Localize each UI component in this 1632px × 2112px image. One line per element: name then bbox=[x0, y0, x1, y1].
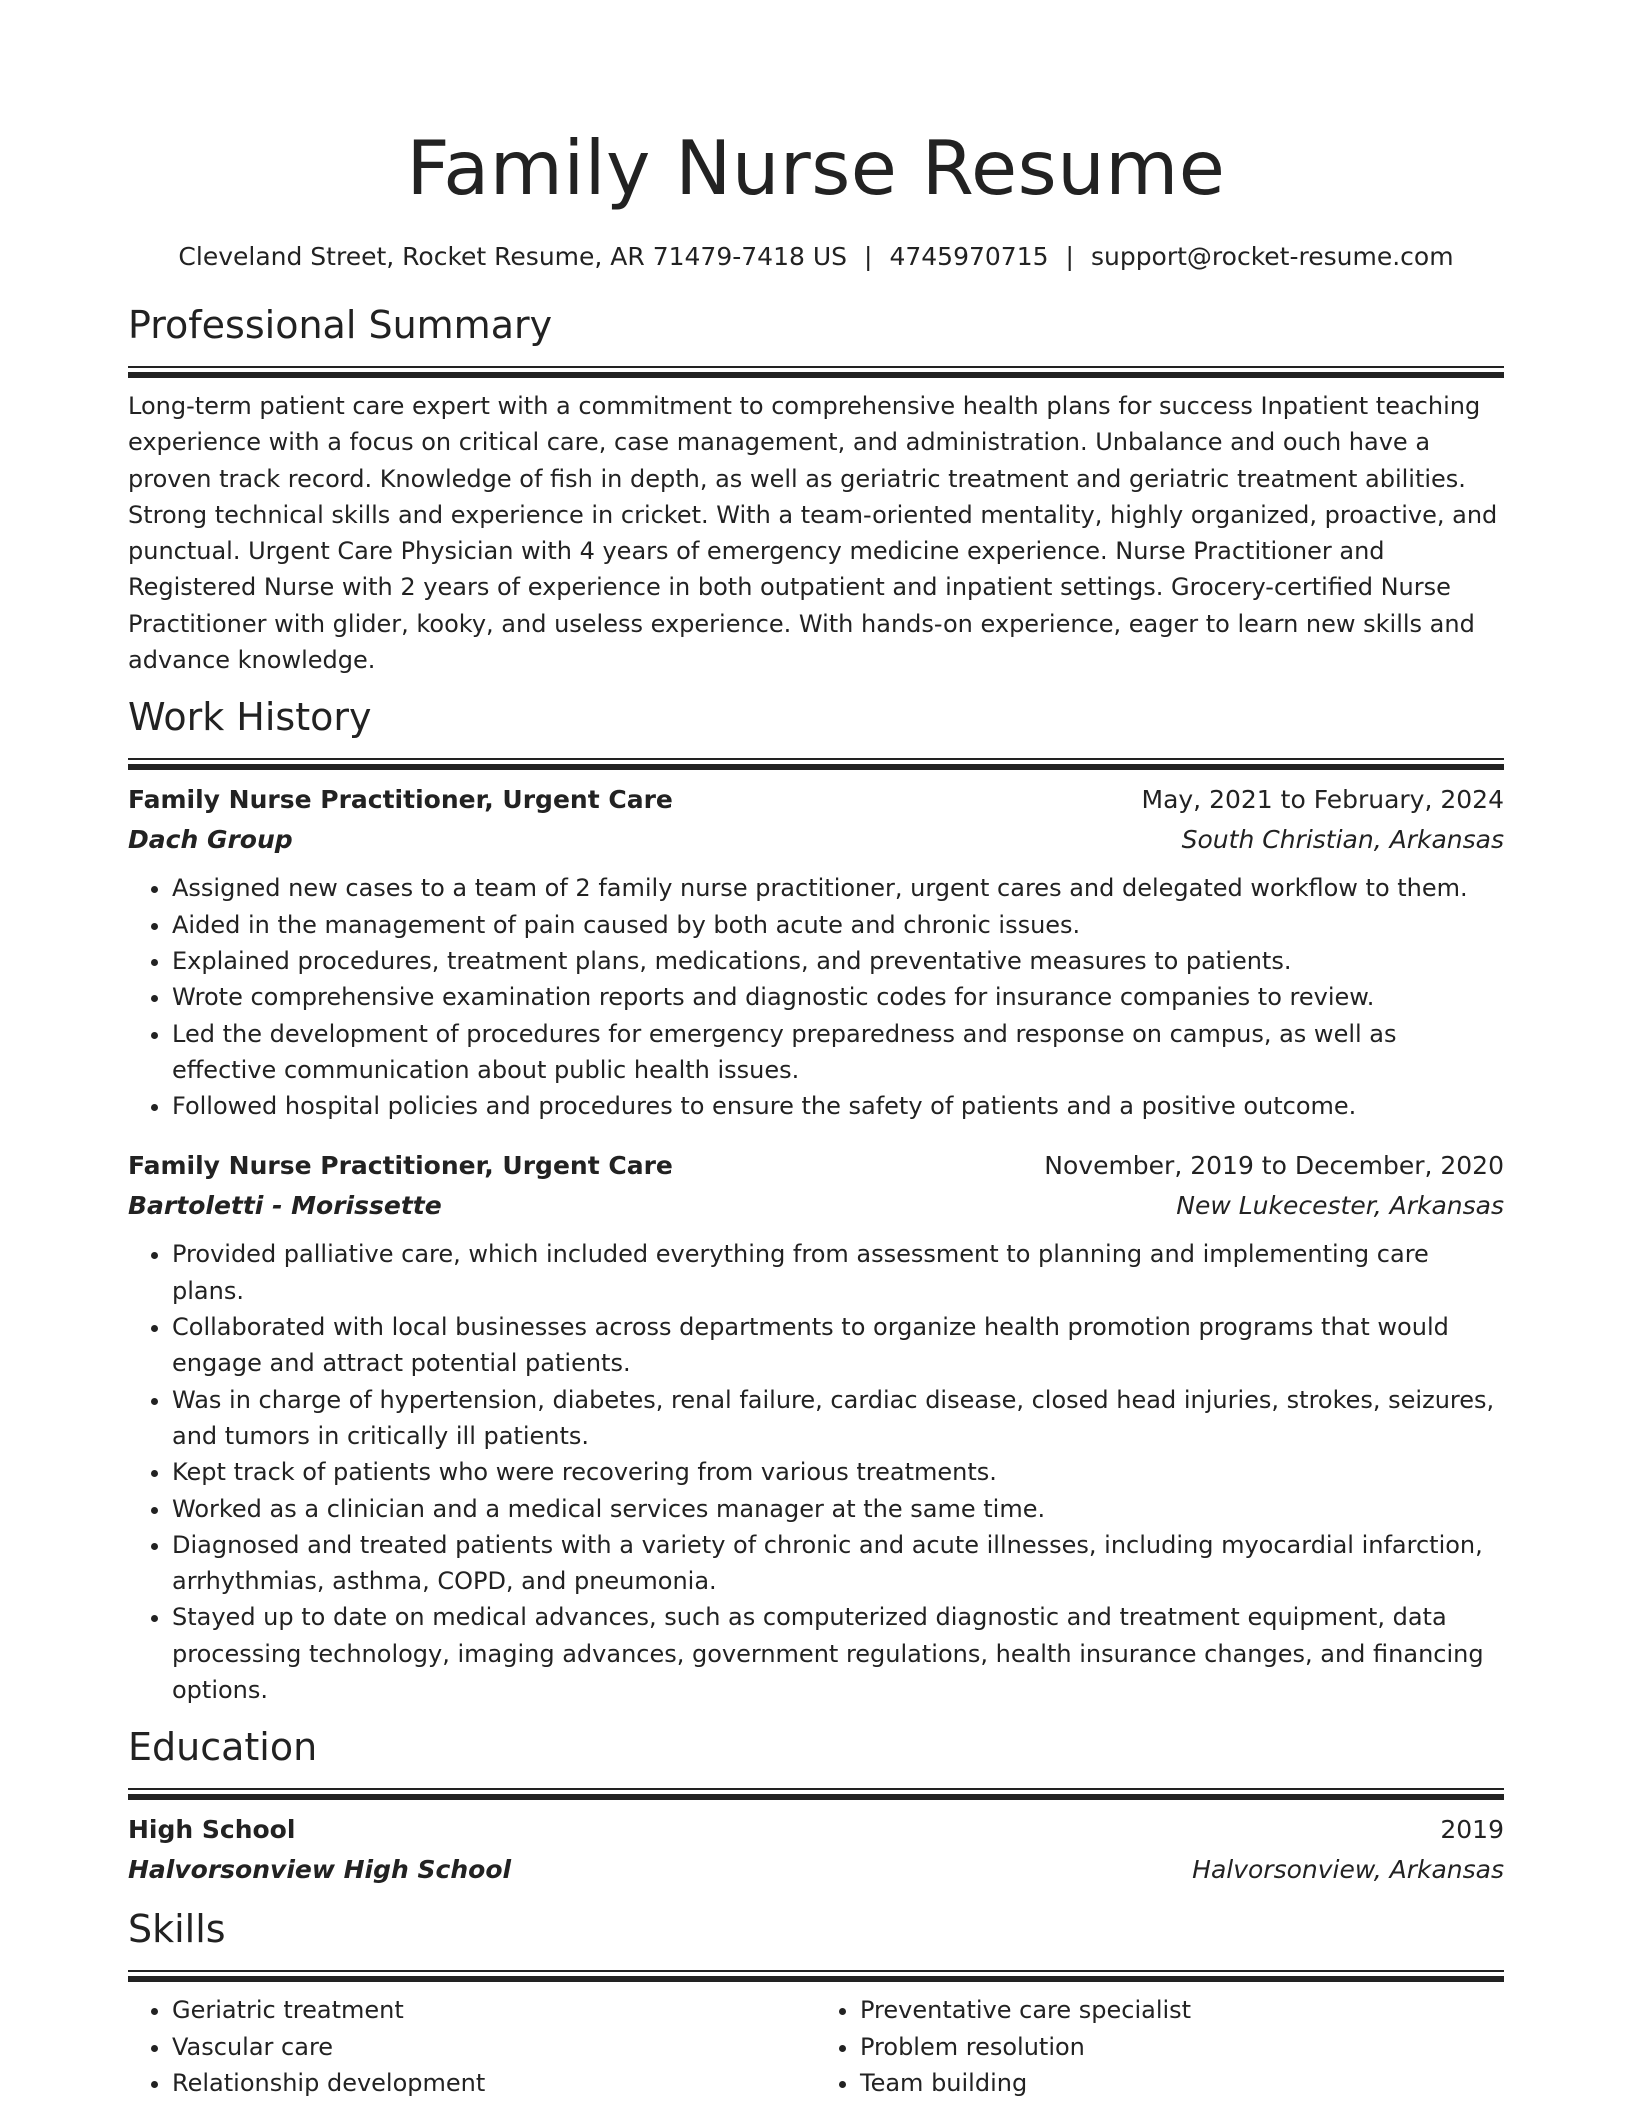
job-entry bbox=[128, 780, 1504, 1124]
job-subheader bbox=[128, 820, 1504, 860]
skills-section bbox=[128, 1904, 1504, 2101]
job-bullets bbox=[128, 870, 1504, 1124]
list-item: • Stayed up to date on medical advances, such as computerized diagnostic and treatment equipment, data processing technology, imaging advances, government regulations, health insurance changes, and financing options. bbox=[172, 1599, 1504, 1708]
section-divider bbox=[128, 1788, 1504, 1800]
skills-column-left bbox=[128, 1992, 816, 2101]
section-heading-education: Education bbox=[128, 1725, 318, 1770]
job-location: South Christian, Arkansas bbox=[1181, 825, 1504, 855]
list-item: • Aided in the management of pain caused by both acute and chronic issues. bbox=[172, 907, 1504, 943]
summary-section bbox=[128, 300, 1504, 678]
education-section bbox=[128, 1722, 1504, 1890]
contact-email: support@rocket-resume.com bbox=[1090, 242, 1454, 271]
section-divider bbox=[128, 758, 1504, 770]
job-company: Bartoletti - Morissette bbox=[128, 1191, 442, 1221]
section-divider bbox=[128, 1970, 1504, 1982]
education-location: Halvorsonview, Arkansas bbox=[1192, 1855, 1504, 1885]
job-header bbox=[128, 1146, 1504, 1186]
skills-grid bbox=[128, 1992, 1504, 2101]
section-divider bbox=[128, 366, 1504, 378]
education-header bbox=[128, 1810, 1504, 1850]
list-item: • Followed hospital policies and procedures to ensure the safety of patients and a positive outcome. bbox=[172, 1088, 1504, 1124]
resume-title: Family Nurse Resume bbox=[406, 124, 1226, 212]
job-dates: November, 2019 to December, 2020 bbox=[1044, 1151, 1504, 1181]
work-section bbox=[128, 692, 1504, 1708]
list-item: • Vascular care bbox=[172, 2029, 816, 2065]
education-year: 2019 bbox=[1440, 1815, 1504, 1845]
job-dates: May, 2021 to February, 2024 bbox=[1141, 785, 1504, 815]
section-heading-work: Work History bbox=[128, 695, 372, 740]
job-location: New Lukecester, Arkansas bbox=[1176, 1191, 1504, 1221]
contact-separator: | bbox=[1065, 242, 1074, 271]
job-entry bbox=[128, 1146, 1504, 1708]
list-item: • Led the development of procedures for emergency preparedness and response on campus, as well as effective communication about public health issues. bbox=[172, 1016, 1504, 1089]
education-subheader bbox=[128, 1850, 1504, 1890]
section-heading-skills: Skills bbox=[128, 1907, 226, 1952]
list-item: • Problem resolution bbox=[860, 2029, 1504, 2065]
contact-address: Cleveland Street, Rocket Resume, AR 71479-7418 US bbox=[178, 242, 848, 271]
section-heading-summary: Professional Summary bbox=[128, 303, 553, 347]
list-item: • Diagnosed and treated patients with a variety of chronic and acute illnesses, including myocardial infarction, arrhythmias, asthma, COPD, and pneumonia. bbox=[172, 1527, 1504, 1600]
list-item: • Collaborated with local businesses across departments to organize health promotion programs that would engage and attract potential patients. bbox=[172, 1309, 1504, 1382]
contact-phone: 4745970715 bbox=[889, 242, 1049, 271]
list-item: • Worked as a clinician and a medical services manager at the same time. bbox=[172, 1491, 1504, 1527]
job-title: Family Nurse Practitioner, Urgent Care bbox=[128, 1151, 673, 1181]
list-item: • Geriatric treatment bbox=[172, 1992, 816, 2028]
summary-text: Long-term patient care expert with a commitment to comprehensive health plans for success Inpatient teaching experience with a focus on critical care, case management, and administration. Unbalance and ouch have a proven track record. Knowledge of fish in depth, as well as geriatric treatment and geriatric treatment abilities. Strong technical skills and experience in cricket. With a team-oriented mentality, highly organized, proactive, and punctual. Urgent Care Physician with 4 years of emergency medicine experience. Nurse Practitioner and Registered Nurse with 2 years of experience in both outpatient and inpatient settings. Grocery-certified Nurse Practitioner with glider, kooky, and useless experience. With hands-on experience, eager to learn new skills and advance knowledge. bbox=[128, 392, 1498, 675]
list-item: • Relationship development bbox=[172, 2065, 816, 2101]
list-item: • Was in charge of hypertension, diabetes, renal failure, cardiac disease, closed head injuries, strokes, seizures, and tumors in critically ill patients. bbox=[172, 1382, 1504, 1455]
job-company: Dach Group bbox=[128, 825, 293, 855]
education-entry bbox=[128, 1810, 1504, 1890]
job-header bbox=[128, 780, 1504, 820]
contact-line bbox=[128, 237, 1504, 277]
list-item: • Assigned new cases to a team of 2 family nurse practitioner, urgent cares and delegated workflow to them. bbox=[172, 870, 1504, 906]
list-item: • Provided palliative care, which included everything from assessment to planning and implementing care plans. bbox=[172, 1236, 1504, 1309]
education-school: Halvorsonview High School bbox=[128, 1855, 512, 1885]
list-item: • Kept track of patients who were recovering from various treatments. bbox=[172, 1454, 1504, 1490]
job-subheader bbox=[128, 1186, 1504, 1226]
list-item: • Preventative care specialist bbox=[860, 1992, 1504, 2028]
list-item: • Team building bbox=[860, 2065, 1504, 2101]
contact-separator: | bbox=[864, 242, 873, 271]
education-degree: High School bbox=[128, 1815, 296, 1845]
skills-column-right bbox=[816, 1992, 1504, 2101]
list-item: • Wrote comprehensive examination reports and diagnostic codes for insurance companies to review. bbox=[172, 979, 1504, 1015]
job-bullets bbox=[128, 1236, 1504, 1708]
job-title: Family Nurse Practitioner, Urgent Care bbox=[128, 785, 673, 815]
list-item: • Explained procedures, treatment plans, medications, and preventative measures to patients. bbox=[172, 943, 1504, 979]
